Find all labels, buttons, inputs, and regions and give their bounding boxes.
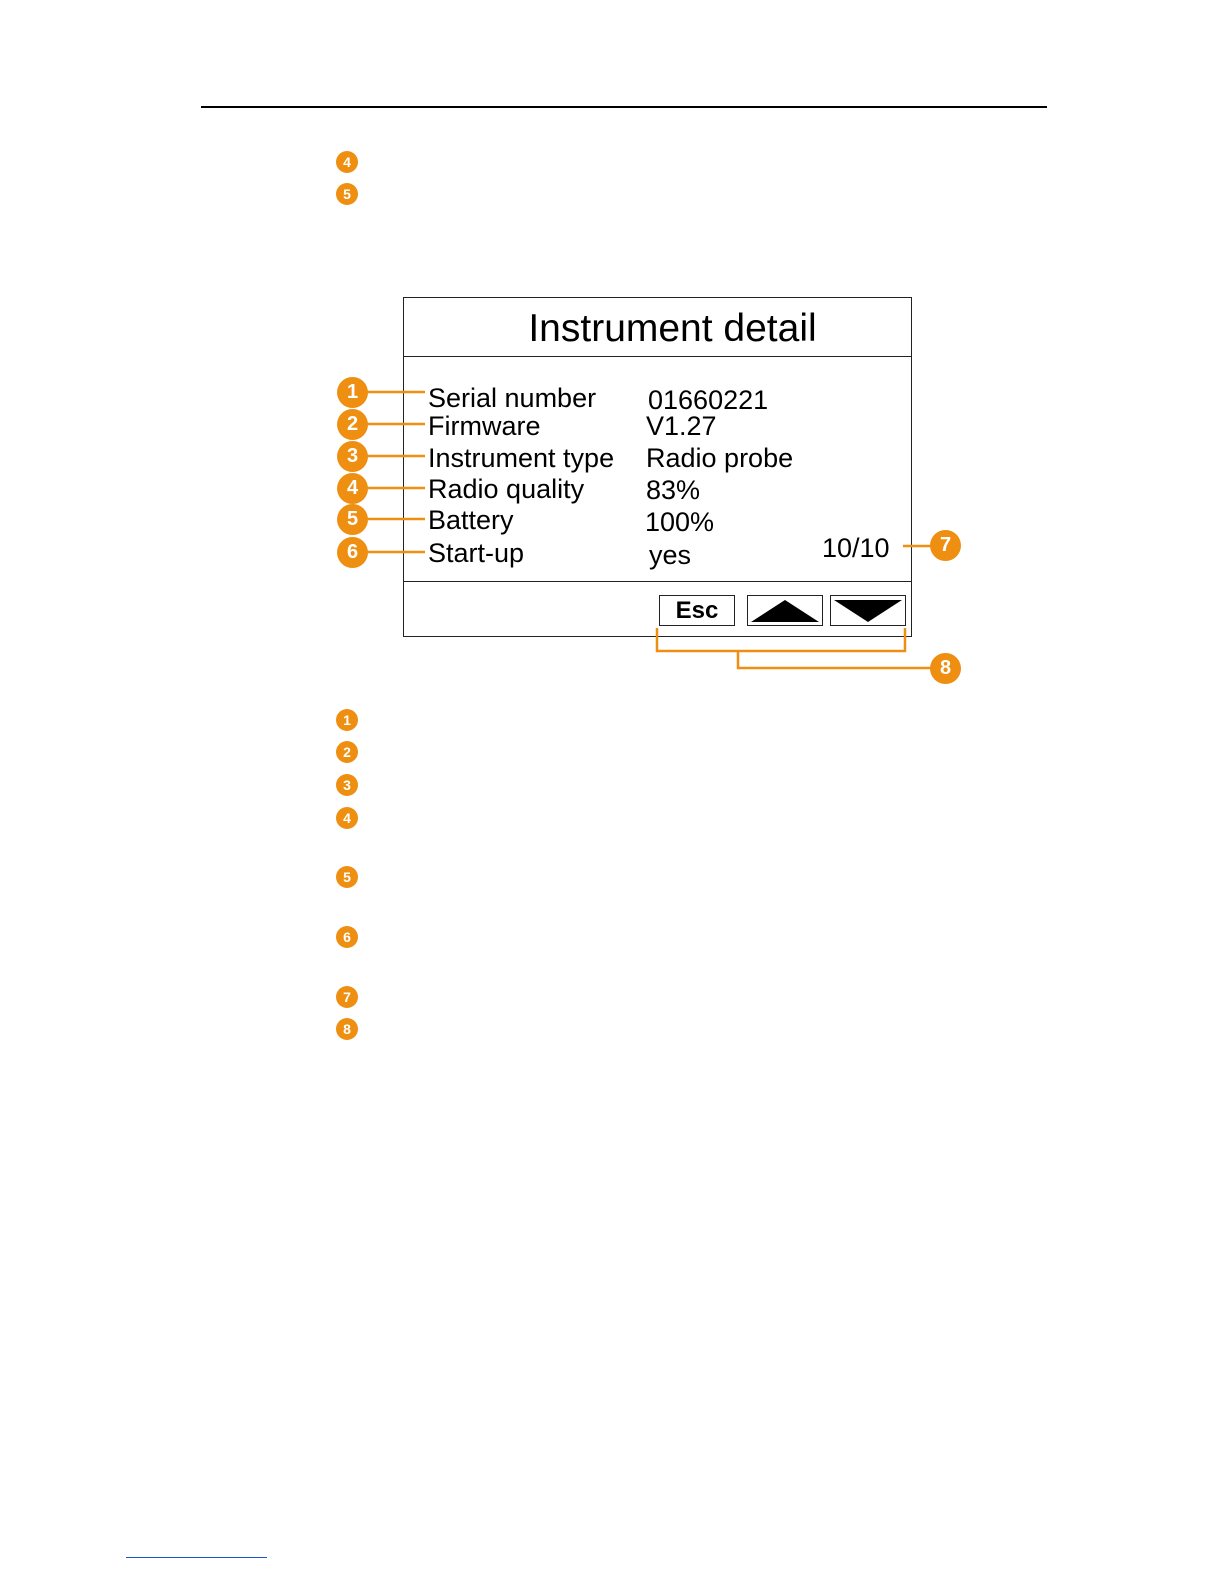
legend-badge-2: 2 [336,741,358,763]
value-instrument-type: Radio probe [646,443,794,473]
value-radio-quality: 83% [646,475,701,505]
page-counter: 10/10 [822,533,890,563]
value-start-up: yes [649,540,692,570]
label-serial-number: Serial number [428,383,597,413]
legend-badge-5: 5 [336,866,358,888]
callout-badge-8: 8 [930,653,961,684]
label-firmware: Firmware [428,411,541,441]
legend-badge-4: 4 [336,807,358,829]
legend-badge-7: 7 [336,986,358,1008]
callout-badge-6: 6 [337,537,368,568]
esc-button[interactable]: Esc [659,595,735,626]
screen-title: Instrument detail [404,298,911,357]
legend-badge-3: 3 [336,774,358,796]
value-serial-number: 01660221 [648,385,769,415]
callout-badge-7: 7 [930,530,961,561]
label-instrument-type: Instrument type [428,443,615,473]
label-start-up: Start-up [428,538,525,568]
legend-badge-8: 8 [336,1018,358,1040]
callout-badge-1: 1 [337,377,368,408]
callout-badge-5: 5 [337,504,368,535]
legend-badge-6: 6 [336,926,358,948]
label-battery: Battery [428,505,514,535]
callout-badge-5: 5 [336,183,358,205]
value-firmware: V1.27 [646,411,717,441]
callout-badge-3: 3 [337,441,368,472]
label-radio-quality: Radio quality [428,474,585,504]
legend-badge-1: 1 [336,709,358,731]
footer-link-underline[interactable] [126,1557,267,1558]
value-battery: 100% [645,507,715,537]
callout-badge-4: 4 [336,151,358,173]
callout-badge-4: 4 [337,473,368,504]
callout-badge-2: 2 [337,409,368,440]
